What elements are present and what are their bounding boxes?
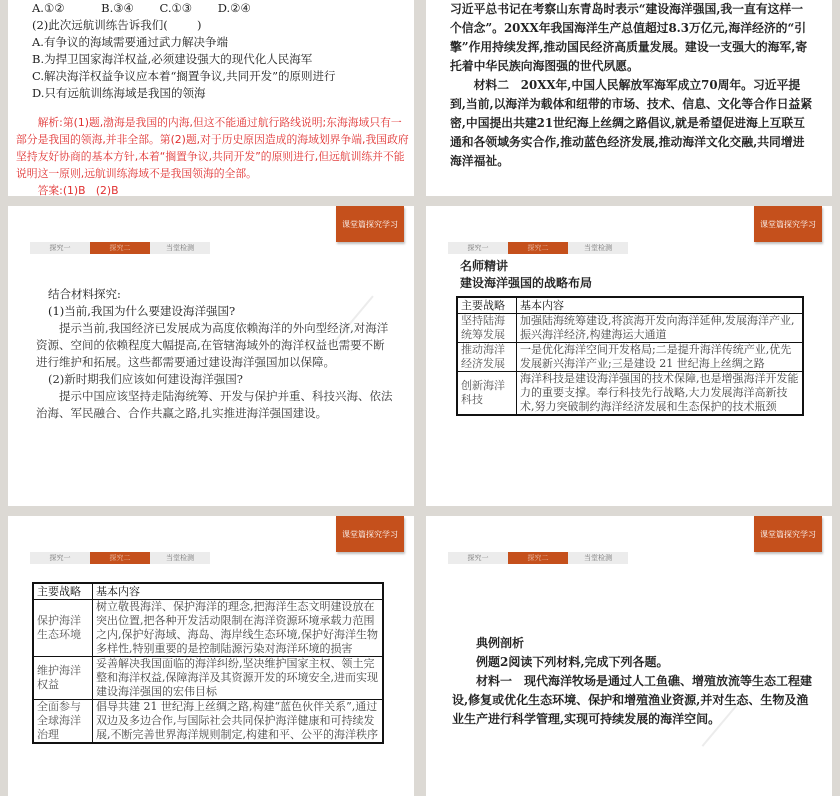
- tab-classroom-check[interactable]: 当堂检测: [150, 242, 210, 254]
- table-row: [457, 314, 803, 343]
- tab-explore-two[interactable]: 探究二: [90, 242, 150, 254]
- inquiry-content: [36, 286, 396, 422]
- tab-explore-two[interactable]: 探究二: [508, 552, 568, 564]
- choice-b: B.为捍卫国家海洋权益,必须建设强大的现代化人民海军: [32, 52, 313, 66]
- header-strategy: 主要战略: [457, 297, 517, 314]
- slide-inquiry: [8, 206, 414, 506]
- material-paragraph-1: 习近平总书记在考察山东青岛时表示“建设海洋强国,我一直有这样一个信念”。20XX年我国海洋生产总值超过8.3万亿元,海洋经济的“引擎”作用持续发挥,推动国民经济高质量发展。建设一支强大的海军,寄托着中华民族向海图强的世代夙愿。: [450, 2, 808, 73]
- choice-d: D.只有远航训练海域是我国的领海: [32, 86, 206, 100]
- example-title: 典例剖析: [476, 636, 525, 650]
- section-badge: 课堂篇探究学习: [754, 206, 822, 242]
- tab-explore-one[interactable]: 探究一: [448, 242, 508, 254]
- analysis-text: 解析:第(1)题,渤海是我国的内海,但这不能通过航行路线说明;东海海域只有一部分是我国的领海,并非全部。第(2)题,对于历史原因造成的海域划界争端,我国政府坚持友好协商的基本方针,本着“搁置争议,共同开发”的原则进行,但远航训练并不能说明这一原则,远航训练海域不是我国领海的全部。: [16, 116, 409, 180]
- materials-content: [450, 0, 814, 171]
- question-2: (2)此次远航训练告诉我们( ): [32, 18, 202, 32]
- strategy-cell: 创新海洋科技: [457, 372, 517, 416]
- section-tabs: [448, 552, 628, 564]
- section-badge: 课堂篇探究学习: [336, 206, 404, 242]
- tab-explore-two[interactable]: 探究二: [508, 242, 568, 254]
- content-cell: 妥善解决我国面临的海洋纠纷,坚决维护国家主权、领土完整和海洋权益,保障海洋及其资源开发的环境安全,进而实现建设海洋强国的宏伟目标: [93, 657, 384, 700]
- inquiry-question-2: (2)新时期我们应该如何建设海洋强国?: [48, 372, 243, 386]
- strategy-layout-title: 建设海洋强国的战略布局: [460, 276, 593, 290]
- inquiry-answer-1: 提示当前,我国经济已发展成为高度依赖海洋的外向型经济,对海洋资源、空间的依赖程度大幅提高,在管辖海域外的海洋权益也需要不断进行维护和拓展。这些都需要通过建设海洋强国加以保障。: [36, 321, 389, 369]
- table-row: [33, 657, 383, 700]
- header-content: 基本内容: [517, 297, 804, 314]
- question-content: [32, 0, 402, 102]
- inquiry-heading: 结合材料探究:: [48, 287, 121, 301]
- inquiry-question-1: (1)当前,我国为什么要建设海洋强国?: [48, 304, 236, 318]
- slide-example-analysis: [426, 516, 832, 796]
- strategy-cell: 全面参与全球海洋治理: [33, 700, 93, 744]
- choice-c: C.解决海洋权益争议应本着“搁置争议,共同开发”的原则进行: [32, 69, 336, 83]
- example-content: [452, 634, 812, 729]
- content-cell: 海洋科技是建设海洋强国的技术保障,也是增强海洋开发能力的重要支撑。奉行科技先行战略,大力发展海洋高新技术,努力突破制约海洋经济发展和生态保护的技术瓶颈: [517, 372, 804, 416]
- tab-explore-one[interactable]: 探究一: [30, 242, 90, 254]
- table-titles: [460, 258, 592, 292]
- tab-classroom-check[interactable]: 当堂检测: [568, 552, 628, 564]
- header-content: 基本内容: [93, 583, 384, 600]
- choice-a: A.有争议的海域需要通过武力解决争端: [32, 35, 228, 49]
- tab-explore-two[interactable]: 探究二: [90, 552, 150, 564]
- strategy-cell: 维护海洋权益: [33, 657, 93, 700]
- inquiry-answer-2: 提示中国应该坚持走陆海统筹、开发与保护并重、科技兴海、依法治海、军民融合、合作共赢之路,扎实推进海洋强国建设。: [36, 389, 393, 420]
- strategy-cell: 推动海洋经济发展: [457, 343, 517, 372]
- content-cell: 倡导共建 21 世纪海上丝绸之路,构建“蓝色伙伴关系”,通过双边及多边合作,与国际社会共同保护海洋健康和可持续发展,不断完善世界海洋规则制定,构建和平、公平的海洋秩序: [93, 700, 384, 744]
- strategy-cell: 保护海洋生态环境: [33, 600, 93, 657]
- tab-explore-one[interactable]: 探究一: [30, 552, 90, 564]
- table-row: [457, 372, 803, 416]
- options-line: A.①② B.③④ C.①③ D.②④: [32, 1, 251, 15]
- slide-strategy-table-2: [8, 516, 414, 796]
- section-badge: 课堂篇探究学习: [336, 516, 404, 552]
- strategy-cell: 坚持陆海统筹发展: [457, 314, 517, 343]
- material-paragraph-2: 材料二 20XX年,中国人民解放军海军成立70周年。习近平提到,当前,以海洋为载体和纽带的市场、技术、信息、文化等合作日益紧密,中国提出共建21世纪海上丝绸之路倡议,就是希望促进海上互联互通和各领域务实合作,推动蓝色经济发展,推动海洋文化交融,共同增进海洋福祉。: [450, 78, 813, 168]
- section-tabs: [30, 242, 210, 254]
- section-badge: 课堂篇探究学习: [754, 516, 822, 552]
- content-cell: 一是优化海洋空间开发格局;二是提升海洋传统产业,优先发展新兴海洋产业;三是建设 21 世纪海上丝绸之路: [517, 343, 804, 372]
- section-tabs: [30, 552, 210, 564]
- expert-lecture-title: 名师精讲: [460, 259, 509, 273]
- header-strategy: 主要战略: [33, 583, 93, 600]
- tab-classroom-check[interactable]: 当堂检测: [568, 242, 628, 254]
- strategy-table: [32, 582, 384, 744]
- strategy-table: [456, 296, 804, 416]
- table-header-row: [33, 583, 383, 600]
- tab-classroom-check[interactable]: 当堂检测: [150, 552, 210, 564]
- slide-question-analysis: [8, 0, 414, 196]
- table-row: [33, 700, 383, 744]
- analysis-block: [16, 114, 412, 196]
- slide-strategy-table-1: [426, 206, 832, 506]
- table-header-row: [457, 297, 803, 314]
- section-tabs: [448, 242, 628, 254]
- content-cell: 树立敬畏海洋、保护海洋的理念,把海洋生态文明建设放在突出位置,把各种开发活动限制在海洋资源环境承载力范围之内,保护好海域、海岛、海岸线生态环境,保护好海洋生物多样性,特别重要的是控制陆源污染对海洋环境的损害: [93, 600, 384, 657]
- slide-materials: [426, 0, 832, 196]
- table-row: [33, 600, 383, 657]
- material-one: 材料一 现代海洋牧场是通过人工鱼礁、增殖放流等生态工程建设,修复或优化生态环境、保护和增殖渔业资源,并对生态、生物及渔业生产进行科学管理,实现可持续发展的海洋空间。: [452, 674, 813, 726]
- table-row: [457, 343, 803, 372]
- answer-text: 答案:(1)B (2)B: [37, 184, 119, 196]
- example-prompt: 例题2阅读下列材料,完成下列各题。: [476, 655, 669, 669]
- content-cell: 加强陆海统筹建设,将滨海开发向海洋延伸,发展海洋产业,振兴海洋经济,构建海运大通道: [517, 314, 804, 343]
- tab-explore-one[interactable]: 探究一: [448, 552, 508, 564]
